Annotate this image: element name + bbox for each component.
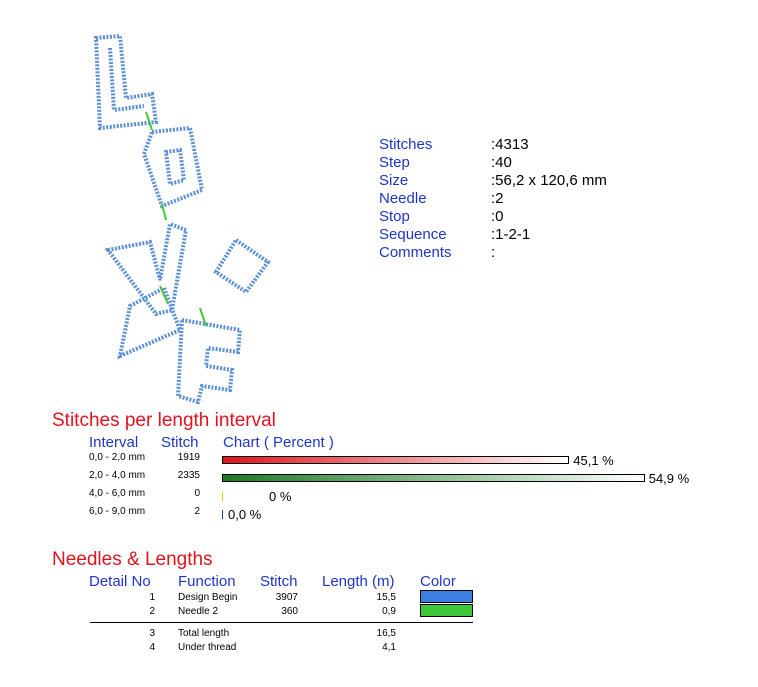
diamond-outline bbox=[216, 240, 268, 292]
interval-stitch-count: 2 bbox=[194, 506, 200, 517]
total-row-length: 16,5 bbox=[376, 628, 396, 639]
interval-header: Interval bbox=[89, 434, 139, 451]
total-row-function: Total length bbox=[178, 628, 230, 639]
interval-bar bbox=[222, 456, 569, 464]
chart-header: Chart ( Percent ) bbox=[223, 434, 334, 451]
needles-title: Needles & Lengths bbox=[52, 549, 213, 570]
needle-row-length: 15,5 bbox=[376, 592, 396, 603]
stitch-header: Stitch bbox=[260, 573, 298, 590]
info-label: Needle bbox=[379, 190, 427, 207]
total-row-no: 4 bbox=[149, 642, 155, 653]
info-value: :4313 bbox=[491, 136, 529, 153]
interval-percent-label: 54,9 % bbox=[648, 471, 690, 486]
interval-label: 0,0 - 2,0 mm bbox=[89, 452, 146, 463]
info-row-step bbox=[379, 154, 607, 172]
detail-no-header: Detail No bbox=[89, 573, 151, 590]
totals-divider bbox=[90, 622, 473, 623]
interval-percent-label: 0 % bbox=[269, 489, 292, 504]
letter-v-arm-outline bbox=[120, 288, 180, 356]
interval-stitch-count: 0 bbox=[194, 488, 200, 499]
info-label: Stop bbox=[379, 208, 410, 225]
info-label: Step bbox=[379, 154, 410, 171]
interval-stitch-count: 2335 bbox=[177, 470, 200, 481]
info-value: :56,2 x 120,6 mm bbox=[491, 172, 607, 189]
needle-row-function: Design Begin bbox=[178, 592, 238, 603]
needle-row-length: 0,9 bbox=[382, 606, 396, 617]
interval-percent-label: 45,1 % bbox=[573, 453, 614, 468]
total-row-function: Under thread bbox=[178, 642, 237, 653]
info-row-comments bbox=[379, 244, 607, 262]
info-value: :40 bbox=[491, 154, 512, 171]
letter-e-outline bbox=[178, 320, 240, 402]
needle-row-function: Needle 2 bbox=[178, 606, 219, 617]
embroidery-design-preview bbox=[90, 30, 280, 410]
letter-o-outline bbox=[144, 128, 202, 206]
total-row-no: 3 bbox=[149, 628, 155, 639]
info-value: :0 bbox=[491, 208, 504, 225]
info-value: :2 bbox=[491, 190, 504, 207]
interval-percent-label: 0,0 % bbox=[228, 507, 262, 522]
needle-row-stitch: 3907 bbox=[275, 592, 298, 603]
info-label: Comments bbox=[379, 244, 452, 261]
design-info bbox=[379, 136, 607, 262]
info-label: Stitches bbox=[379, 136, 433, 153]
interval-label: 2,0 - 4,0 mm bbox=[89, 470, 146, 481]
interval-bar bbox=[222, 474, 645, 482]
color-header: Color bbox=[420, 573, 456, 590]
total-row-length: 4,1 bbox=[382, 642, 396, 653]
needle-color-swatch bbox=[420, 590, 473, 603]
info-value: : bbox=[491, 244, 496, 261]
info-label: Sequence bbox=[379, 226, 447, 243]
info-value: :1-2-1 bbox=[491, 226, 531, 243]
interval-bar bbox=[222, 492, 223, 501]
info-row-stop bbox=[379, 208, 607, 226]
interval-stitch-count: 1919 bbox=[177, 452, 200, 463]
interval-label: 6,0 - 9,0 mm bbox=[89, 506, 146, 517]
needle-row-stitch: 360 bbox=[281, 606, 298, 617]
needle-row-no: 1 bbox=[149, 592, 155, 603]
stitch-header: Stitch bbox=[161, 434, 199, 451]
info-row-size bbox=[379, 172, 607, 190]
info-row-needle bbox=[379, 190, 607, 208]
needle-row-no: 2 bbox=[149, 606, 155, 617]
function-header: Function bbox=[178, 573, 236, 590]
letter-v-outline bbox=[108, 224, 186, 314]
needle-color-swatch bbox=[420, 604, 473, 617]
length-header: Length (m) bbox=[322, 573, 395, 590]
info-row-stitches bbox=[379, 136, 607, 154]
stitch-interval-title: Stitches per length interval bbox=[52, 410, 276, 431]
info-row-sequence bbox=[379, 226, 607, 244]
interval-bar bbox=[222, 510, 223, 519]
interval-label: 4,0 - 6,0 mm bbox=[89, 488, 146, 499]
info-label: Size bbox=[379, 172, 409, 189]
